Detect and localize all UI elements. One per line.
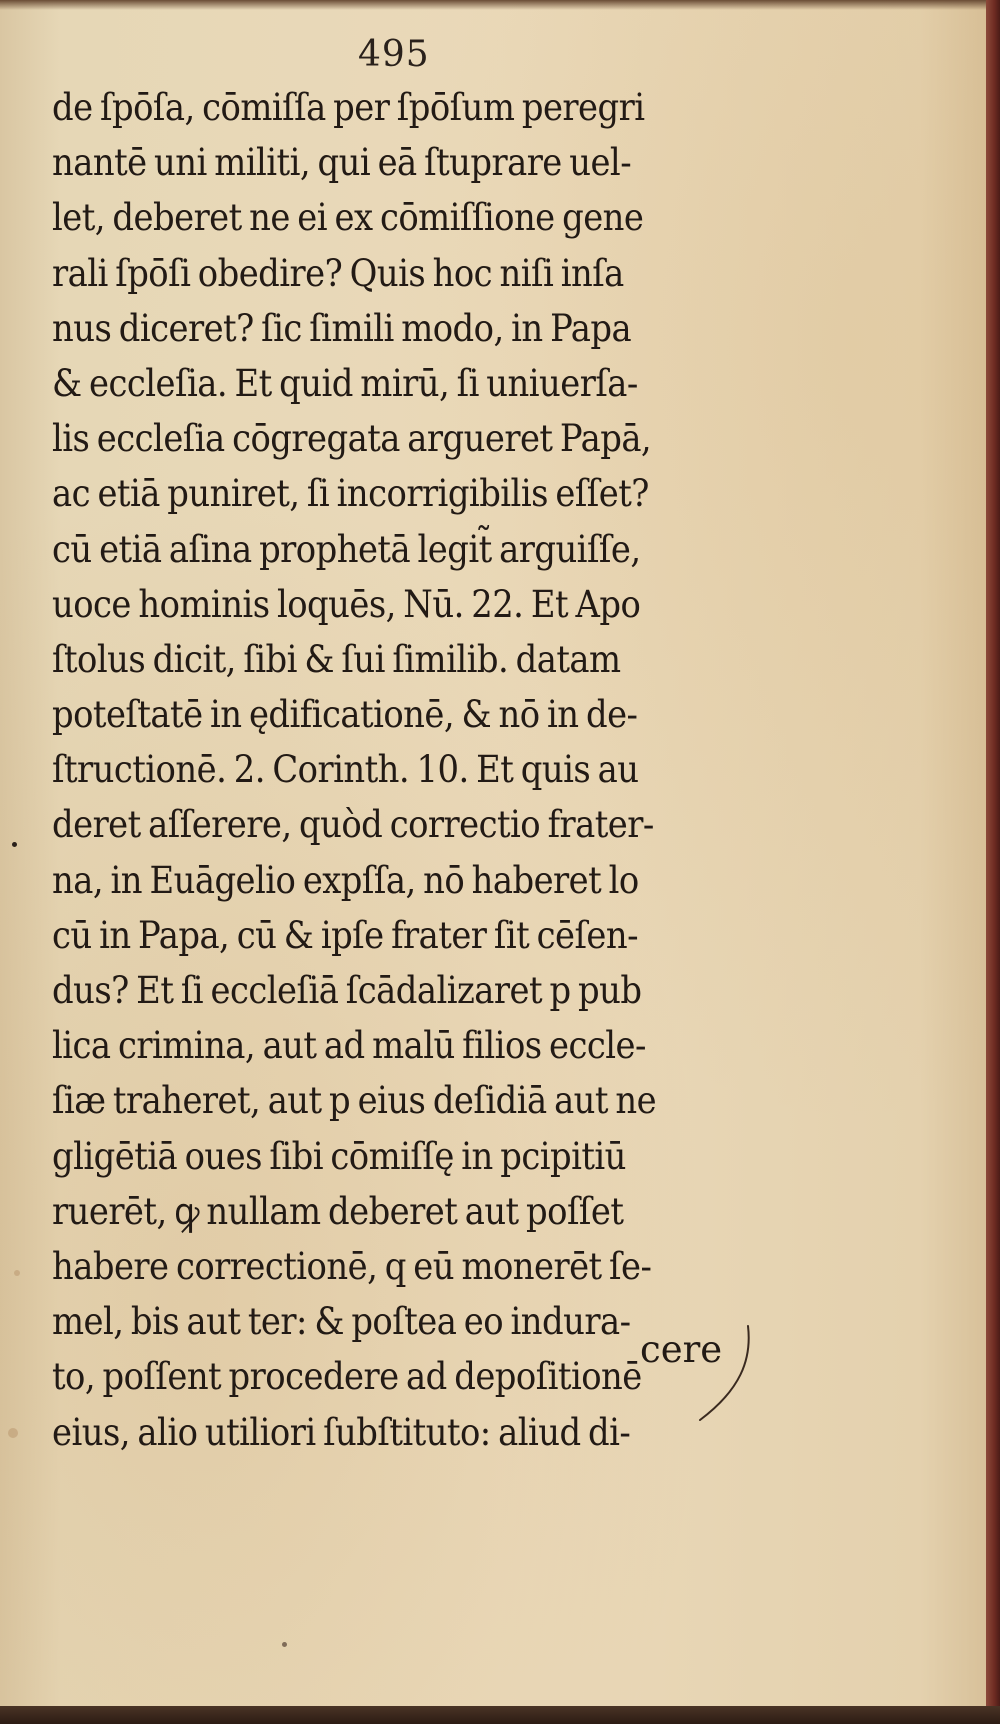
text-line: nus diceret? ſic ſimili modo, in Papa [52,306,632,350]
text-line: ac etiā puniret, ſi incorrigibilis eſſet? [52,472,649,516]
text-line: ſtolus dicit, ſibi & ſui ſimilib. datam [52,637,621,681]
text-line: gligētiā oues ſibi cōmiſſę in pcipitiū [52,1134,626,1178]
catchword: cere [640,1328,723,1371]
text-line: deret aſſerere, quòd correctio frater- [52,803,654,847]
page-top-edge [0,0,1000,10]
ink-speck [282,1642,287,1647]
cover-edge [0,1706,1000,1724]
text-line: eius, alio utiliori ſubſtituto: aliud di- [52,1410,631,1454]
text-line: nantē uni militi, qui eā ſtuprare uel- [52,141,632,185]
binding-edge [986,0,1000,1724]
text-line: to, poſſent procedere ad depoſitionē [52,1355,642,1399]
body-text [52,80,752,1460]
text-line: poteſtatē in ędificationē, & nō in de- [52,693,638,737]
text-line: na, in Euāgelio expſſa, nō haberet lo [52,858,639,902]
text-line: uoce hominis loquēs, Nū. 22. Et Apo [52,582,641,626]
text-line: rali ſpōſi obedire? Quis hoc niſi inſa [52,251,624,295]
foxing-stain [14,1270,20,1276]
text-line: dus? Et ſi eccleſiā ſcādalizaret p pub [52,969,642,1012]
pen-stroke-mark [690,1320,760,1430]
text-line: & eccleſia. Et quid mirū, ſi uniuerſa- [52,361,638,405]
text-line: cū in Papa, cū & ipſe frater ſit cēſen- [52,913,639,957]
text-line: de ſpōſa, cōmiſſa per ſpōſum peregri [52,86,645,129]
text-line: lis eccleſia cōgregata argueret Papā, [52,417,652,461]
margin-ink-dot [12,842,17,847]
text-line: ſiæ traheret, aut p eius deſidiā aut ne [52,1079,657,1123]
text-line: habere correctionē, q eū monerēt ſe- [52,1244,652,1288]
text-line: cū etiā aſina prophetā legit̃ arguiſſe, [52,527,641,571]
text-line: lica crimina, aut ad malū filios eccle- [52,1024,646,1068]
text-line: mel, bis aut ter: & poſtea eo indura- [52,1300,631,1344]
foxing-stain [8,1428,18,1438]
text-line: ſtructionē. 2. Corinth. 10. Et quis au [52,748,639,792]
text-line: let, deberet ne ei ex cōmiſſione gene [52,196,644,240]
text-line: ruerēt, ꝙ nullam deberet aut poſſet [52,1189,624,1233]
page-number: 495 [358,34,430,75]
